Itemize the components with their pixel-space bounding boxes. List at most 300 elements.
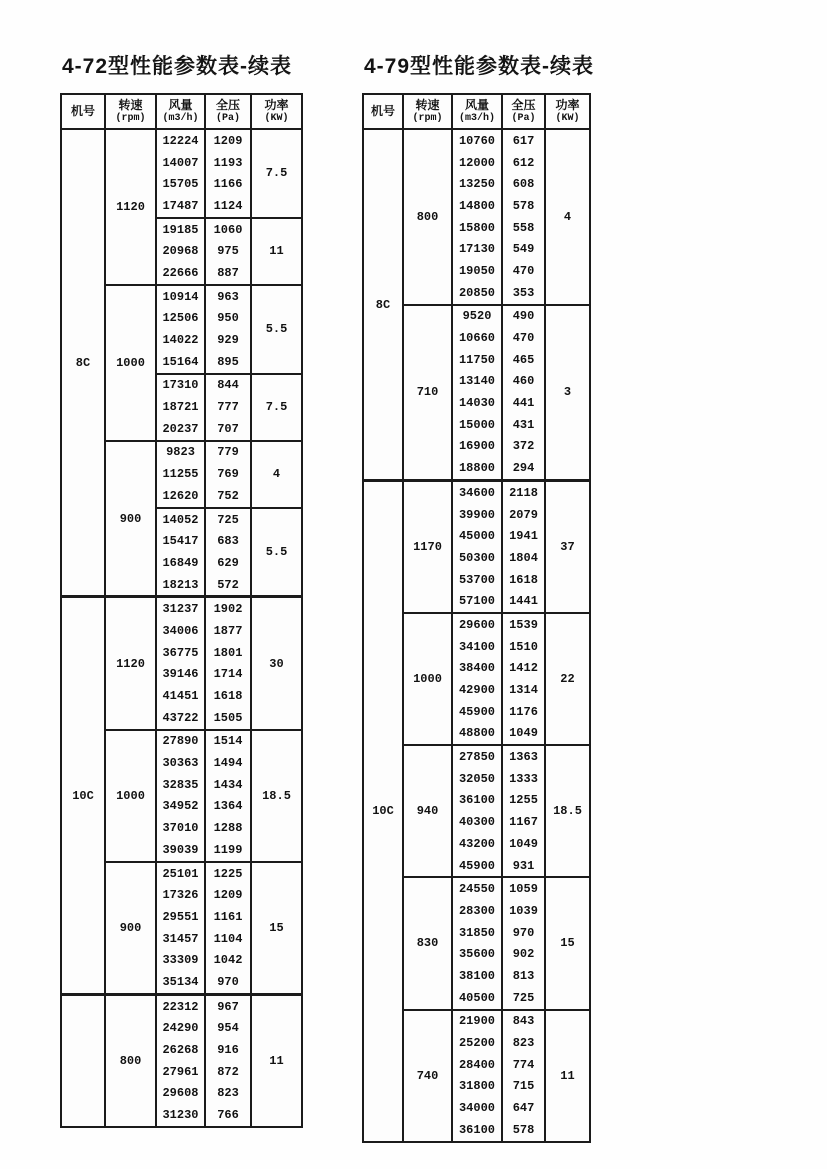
column-header-speed — [104, 95, 155, 128]
data-row — [453, 1076, 544, 1098]
data-row — [157, 396, 250, 418]
speed-value-cell: 800 — [119, 1053, 142, 1068]
speed-section — [106, 996, 301, 1126]
data-row — [453, 701, 544, 723]
air-volume-value: 20237 — [162, 421, 199, 436]
air-volume-value: 45900 — [458, 704, 495, 719]
data-rows — [453, 1011, 544, 1141]
column-header-label: 机号 — [370, 104, 395, 119]
data-row — [453, 1011, 544, 1033]
power-groups — [451, 746, 589, 876]
total-pressure-value: 1364 — [204, 796, 250, 818]
speed-sections — [104, 130, 301, 595]
machine-number-cell: 10C — [72, 788, 94, 803]
data-row — [157, 598, 250, 620]
speed-section — [404, 1009, 589, 1141]
total-pressure-value: 844 — [204, 375, 250, 397]
air-volume-value: 16900 — [458, 439, 495, 454]
total-pressure-value: 931 — [501, 855, 544, 877]
data-row — [157, 839, 250, 861]
air-volume-value: 17326 — [162, 888, 199, 903]
air-volume-value: 14052 — [162, 512, 199, 527]
speed-section — [106, 130, 301, 284]
total-pressure-value: 954 — [204, 1018, 250, 1040]
total-pressure-value: 1167 — [501, 811, 544, 833]
power-group — [453, 614, 589, 744]
column-header-unit: (m3/h) — [162, 112, 199, 124]
data-row — [453, 173, 544, 195]
air-volume-value: 11255 — [162, 467, 199, 482]
air-volume-value: 13140 — [458, 374, 495, 389]
air-volume-value: 27961 — [162, 1064, 199, 1079]
total-pressure-value: 916 — [204, 1039, 250, 1061]
data-row — [453, 371, 544, 393]
air-volume-value: 15705 — [162, 177, 199, 192]
data-row — [157, 485, 250, 507]
column-header-label: 全压 — [215, 98, 240, 113]
air-volume-value: 19185 — [162, 222, 199, 237]
air-volume-value: 18800 — [458, 461, 495, 476]
total-pressure-value: 1209 — [204, 884, 250, 906]
air-volume-value: 17130 — [458, 242, 495, 257]
air-volume-value: 19050 — [458, 263, 495, 278]
machine-block — [62, 993, 301, 1126]
performance-table-4-72 — [60, 50, 303, 1128]
total-pressure-value: 774 — [501, 1054, 544, 1076]
data-row — [453, 130, 544, 152]
data-row — [453, 349, 544, 371]
machine-number-cell: 8C — [375, 297, 391, 312]
data-row — [453, 900, 544, 922]
data-row — [453, 504, 544, 526]
speed-value-cell: 830 — [416, 936, 439, 951]
data-rows — [157, 219, 250, 284]
air-volume-value: 25101 — [162, 866, 199, 881]
air-volume-value: 43722 — [162, 710, 199, 725]
data-row — [453, 547, 544, 569]
column-header-total-pressure — [501, 95, 544, 128]
air-volume-value: 50300 — [458, 550, 495, 565]
air-volume-value: 9823 — [166, 445, 195, 460]
total-pressure-value: 752 — [204, 485, 250, 507]
speed-section — [106, 861, 301, 993]
total-pressure-value: 1618 — [501, 569, 544, 591]
air-volume-value: 15164 — [162, 354, 199, 369]
data-row — [157, 731, 250, 753]
air-volume-value: 34952 — [162, 799, 199, 814]
speed-value-cell: 710 — [416, 385, 439, 400]
data-row — [453, 1119, 544, 1141]
total-pressure-value: 1314 — [501, 679, 544, 701]
air-volume-value: 34600 — [458, 485, 495, 500]
total-pressure-value: 1804 — [501, 547, 544, 569]
air-volume-value: 39039 — [162, 842, 199, 857]
data-row — [157, 685, 250, 707]
data-row — [157, 620, 250, 642]
total-pressure-value: 1902 — [204, 598, 250, 620]
power-group — [157, 598, 301, 728]
air-volume-value: 30363 — [162, 756, 199, 771]
total-pressure-value: 1060 — [204, 219, 250, 241]
data-rows — [453, 482, 544, 612]
power-group — [157, 286, 301, 373]
total-pressure-value: 612 — [501, 152, 544, 174]
air-volume-value: 53700 — [458, 572, 495, 587]
data-row — [453, 922, 544, 944]
column-header-air-volume — [451, 95, 501, 128]
column-header-machine-number — [364, 95, 402, 128]
data-row — [453, 811, 544, 833]
speed-value-cell: 1000 — [116, 788, 145, 803]
data-row — [453, 217, 544, 239]
power-value: 5.5 — [250, 286, 301, 373]
air-volume-value: 27850 — [458, 750, 495, 765]
header-row — [62, 95, 301, 130]
air-volume-value: 22666 — [162, 265, 199, 280]
power-value: 11 — [250, 219, 301, 284]
power-groups — [155, 996, 301, 1126]
total-pressure-value: 1199 — [204, 839, 250, 861]
data-row — [453, 746, 544, 768]
total-pressure-value: 970 — [501, 922, 544, 944]
air-volume-value: 11750 — [458, 352, 495, 367]
speed-section — [106, 598, 301, 728]
power-group — [157, 373, 301, 440]
air-volume-value: 35600 — [458, 947, 495, 962]
speed-value-cell: 1000 — [116, 355, 145, 370]
total-pressure-value: 769 — [204, 463, 250, 485]
speed-section — [106, 284, 301, 440]
total-pressure-value: 1166 — [204, 173, 250, 195]
speed-sections — [402, 130, 589, 479]
air-volume-value: 28300 — [458, 903, 495, 918]
machine-block — [62, 130, 301, 595]
power-value: 15 — [250, 863, 301, 993]
data-row — [157, 664, 250, 686]
header-row — [364, 95, 589, 130]
power-groups — [155, 442, 301, 596]
total-pressure-value: 1104 — [204, 928, 250, 950]
total-pressure-value: 431 — [501, 414, 544, 436]
power-group — [453, 482, 589, 612]
power-value: 11 — [544, 1011, 589, 1141]
column-header-air-volume — [155, 95, 204, 128]
air-volume-value: 32835 — [162, 777, 199, 792]
data-row — [157, 530, 250, 552]
total-pressure-value: 1618 — [204, 685, 250, 707]
data-row — [157, 817, 250, 839]
total-pressure-value: 779 — [204, 442, 250, 464]
data-row — [453, 414, 544, 436]
air-volume-value: 31230 — [162, 1108, 199, 1123]
power-value: 30 — [250, 598, 301, 728]
column-header-label: 转速 — [415, 98, 440, 113]
total-pressure-value: 1510 — [501, 636, 544, 658]
total-pressure-value: 813 — [501, 965, 544, 987]
air-volume-value: 12000 — [458, 155, 495, 170]
air-volume-value: 34000 — [458, 1101, 495, 1116]
power-groups — [451, 306, 589, 480]
data-rows — [453, 130, 544, 304]
air-volume-value: 10660 — [458, 331, 495, 346]
total-pressure-value: 766 — [204, 1104, 250, 1126]
power-groups — [451, 130, 589, 304]
column-header-label: 风量 — [168, 98, 193, 113]
speed-sections — [104, 996, 301, 1126]
total-pressure-value: 1494 — [204, 752, 250, 774]
data-row — [453, 1032, 544, 1054]
air-volume-value: 16849 — [162, 555, 199, 570]
data-row — [453, 590, 544, 612]
air-volume-value: 10760 — [458, 133, 495, 148]
air-volume-value: 24550 — [458, 882, 495, 897]
data-row — [157, 1083, 250, 1105]
total-pressure-value: 929 — [204, 329, 250, 351]
data-row — [453, 482, 544, 504]
speed-sections — [402, 482, 589, 1141]
total-pressure-value: 725 — [204, 509, 250, 531]
machine-block — [62, 595, 301, 992]
air-volume-value: 29600 — [458, 617, 495, 632]
speed-value-cell: 740 — [416, 1068, 439, 1083]
air-volume-value: 25200 — [458, 1036, 495, 1051]
air-volume-value: 31800 — [458, 1079, 495, 1094]
data-row — [157, 1018, 250, 1040]
total-pressure-value: 1505 — [204, 707, 250, 729]
data-row — [157, 173, 250, 195]
speed-value-cell: 900 — [119, 920, 142, 935]
air-volume-value: 15417 — [162, 534, 199, 549]
column-header-speed — [402, 95, 451, 128]
data-rows — [157, 509, 250, 596]
power-group — [157, 863, 301, 993]
data-row — [157, 884, 250, 906]
data-rows — [453, 878, 544, 1008]
air-volume-value: 31237 — [162, 602, 199, 617]
data-row — [157, 996, 250, 1018]
column-header-unit: (rpm) — [412, 112, 443, 124]
total-pressure-value: 608 — [501, 173, 544, 195]
air-volume-value: 18721 — [162, 400, 199, 415]
data-row — [157, 1104, 250, 1126]
total-pressure-value: 843 — [501, 1011, 544, 1033]
total-pressure-value: 823 — [204, 1083, 250, 1105]
air-volume-value: 38100 — [458, 968, 495, 983]
total-pressure-value: 1514 — [204, 731, 250, 753]
total-pressure-value: 617 — [501, 130, 544, 152]
air-volume-value: 43200 — [458, 836, 495, 851]
total-pressure-value: 1161 — [204, 906, 250, 928]
power-value: 7.5 — [250, 375, 301, 440]
parameter-table — [60, 93, 303, 1128]
air-volume-value: 38400 — [458, 661, 495, 676]
data-row — [453, 1054, 544, 1076]
data-row — [453, 636, 544, 658]
data-row — [453, 943, 544, 965]
speed-value-cell: 1120 — [116, 199, 145, 214]
data-row — [157, 240, 250, 262]
air-volume-value: 33309 — [162, 953, 199, 968]
total-pressure-value: 975 — [204, 240, 250, 262]
data-rows — [157, 996, 250, 1126]
data-row — [453, 878, 544, 900]
total-pressure-value: 1941 — [501, 525, 544, 547]
air-volume-value: 42900 — [458, 683, 495, 698]
air-volume-value: 17310 — [162, 378, 199, 393]
data-rows — [157, 598, 250, 728]
data-row — [157, 509, 250, 531]
column-header-label: 功率 — [264, 98, 289, 113]
power-group — [157, 217, 301, 284]
air-volume-value: 45900 — [458, 858, 495, 873]
power-groups — [155, 598, 301, 728]
total-pressure-value: 1193 — [204, 152, 250, 174]
power-group — [157, 442, 301, 507]
data-row — [453, 457, 544, 479]
total-pressure-value: 872 — [204, 1061, 250, 1083]
column-header-label: 功率 — [555, 98, 580, 113]
data-row — [453, 238, 544, 260]
data-row — [453, 152, 544, 174]
air-volume-value: 21900 — [458, 1014, 495, 1029]
total-pressure-value: 887 — [204, 262, 250, 284]
air-volume-value: 28400 — [458, 1057, 495, 1072]
total-pressure-value: 1801 — [204, 642, 250, 664]
power-groups — [155, 731, 301, 861]
column-header-power — [250, 95, 301, 128]
data-row — [453, 392, 544, 414]
power-value: 11 — [250, 996, 301, 1126]
data-row — [157, 642, 250, 664]
air-volume-value: 9520 — [462, 309, 492, 324]
total-pressure-value: 578 — [501, 195, 544, 217]
data-rows — [453, 746, 544, 876]
data-rows — [157, 442, 250, 507]
air-volume-value: 24290 — [162, 1021, 199, 1036]
total-pressure-value: 950 — [204, 308, 250, 330]
total-pressure-value: 1225 — [204, 863, 250, 885]
total-pressure-value: 1877 — [204, 620, 250, 642]
air-volume-value: 31850 — [458, 925, 495, 940]
data-rows — [157, 286, 250, 373]
total-pressure-value: 1209 — [204, 130, 250, 152]
power-group — [157, 507, 301, 596]
air-volume-value: 13250 — [458, 177, 495, 192]
power-value: 15 — [544, 878, 589, 1008]
power-value: 4 — [250, 442, 301, 507]
power-groups — [155, 130, 301, 284]
air-volume-value: 12224 — [162, 133, 199, 148]
power-groups — [155, 286, 301, 440]
machine-block — [364, 479, 589, 1141]
speed-sections — [104, 598, 301, 992]
total-pressure-value: 1714 — [204, 664, 250, 686]
total-pressure-value: 777 — [204, 396, 250, 418]
data-rows — [453, 614, 544, 744]
power-groups — [155, 863, 301, 993]
data-row — [453, 679, 544, 701]
air-volume-value: 15800 — [458, 220, 495, 235]
column-header-machine-number — [62, 95, 104, 128]
power-value: 22 — [544, 614, 589, 744]
total-pressure-value: 1124 — [204, 195, 250, 217]
data-row — [157, 796, 250, 818]
total-pressure-value: 549 — [501, 238, 544, 260]
data-row — [157, 308, 250, 330]
data-row — [453, 306, 544, 328]
air-volume-value: 14022 — [162, 333, 199, 348]
total-pressure-value: 470 — [501, 260, 544, 282]
air-volume-value: 39146 — [162, 667, 199, 682]
data-row — [157, 130, 250, 152]
speed-section — [404, 130, 589, 304]
column-header-unit: (rpm) — [115, 112, 146, 124]
total-pressure-value: 1288 — [204, 817, 250, 839]
power-group — [453, 306, 589, 480]
power-group — [453, 130, 589, 304]
data-rows — [157, 375, 250, 440]
power-groups — [451, 1011, 589, 1141]
total-pressure-value: 294 — [501, 457, 544, 479]
data-rows — [453, 306, 544, 480]
data-rows — [157, 130, 250, 217]
data-rows — [157, 731, 250, 861]
air-volume-value: 14007 — [162, 155, 199, 170]
power-value: 18.5 — [544, 746, 589, 876]
air-volume-value: 29608 — [162, 1086, 199, 1101]
data-row — [157, 442, 250, 464]
power-group — [453, 746, 589, 876]
data-row — [157, 375, 250, 397]
power-group — [157, 731, 301, 861]
speed-section — [106, 729, 301, 861]
column-header-total-pressure — [204, 95, 250, 128]
air-volume-value: 26268 — [162, 1043, 199, 1058]
data-row — [453, 658, 544, 680]
air-volume-value: 34006 — [162, 623, 199, 638]
speed-section — [404, 876, 589, 1008]
total-pressure-value: 470 — [501, 327, 544, 349]
total-pressure-value: 441 — [501, 392, 544, 414]
data-row — [453, 569, 544, 591]
total-pressure-value: 1255 — [501, 790, 544, 812]
speed-value-cell: 1000 — [413, 672, 442, 687]
total-pressure-value: 1176 — [501, 701, 544, 723]
data-row — [157, 1039, 250, 1061]
data-row — [453, 768, 544, 790]
air-volume-value: 18213 — [162, 577, 199, 592]
data-row — [453, 282, 544, 304]
data-row — [157, 707, 250, 729]
data-row — [157, 152, 250, 174]
air-volume-value: 40500 — [458, 990, 495, 1005]
speed-value-cell: 900 — [119, 511, 142, 526]
total-pressure-value: 967 — [204, 996, 250, 1018]
data-row — [157, 195, 250, 217]
air-volume-value: 37010 — [162, 821, 199, 836]
column-header-unit: (Pa) — [215, 112, 240, 124]
data-row — [157, 463, 250, 485]
data-rows — [157, 863, 250, 993]
total-pressure-value: 1539 — [501, 614, 544, 636]
power-group — [453, 878, 589, 1008]
total-pressure-value: 1049 — [501, 833, 544, 855]
column-header-label: 全压 — [511, 98, 536, 113]
data-row — [453, 790, 544, 812]
total-pressure-value: 823 — [501, 1032, 544, 1054]
power-groups — [451, 878, 589, 1008]
air-volume-value: 10914 — [162, 289, 199, 304]
